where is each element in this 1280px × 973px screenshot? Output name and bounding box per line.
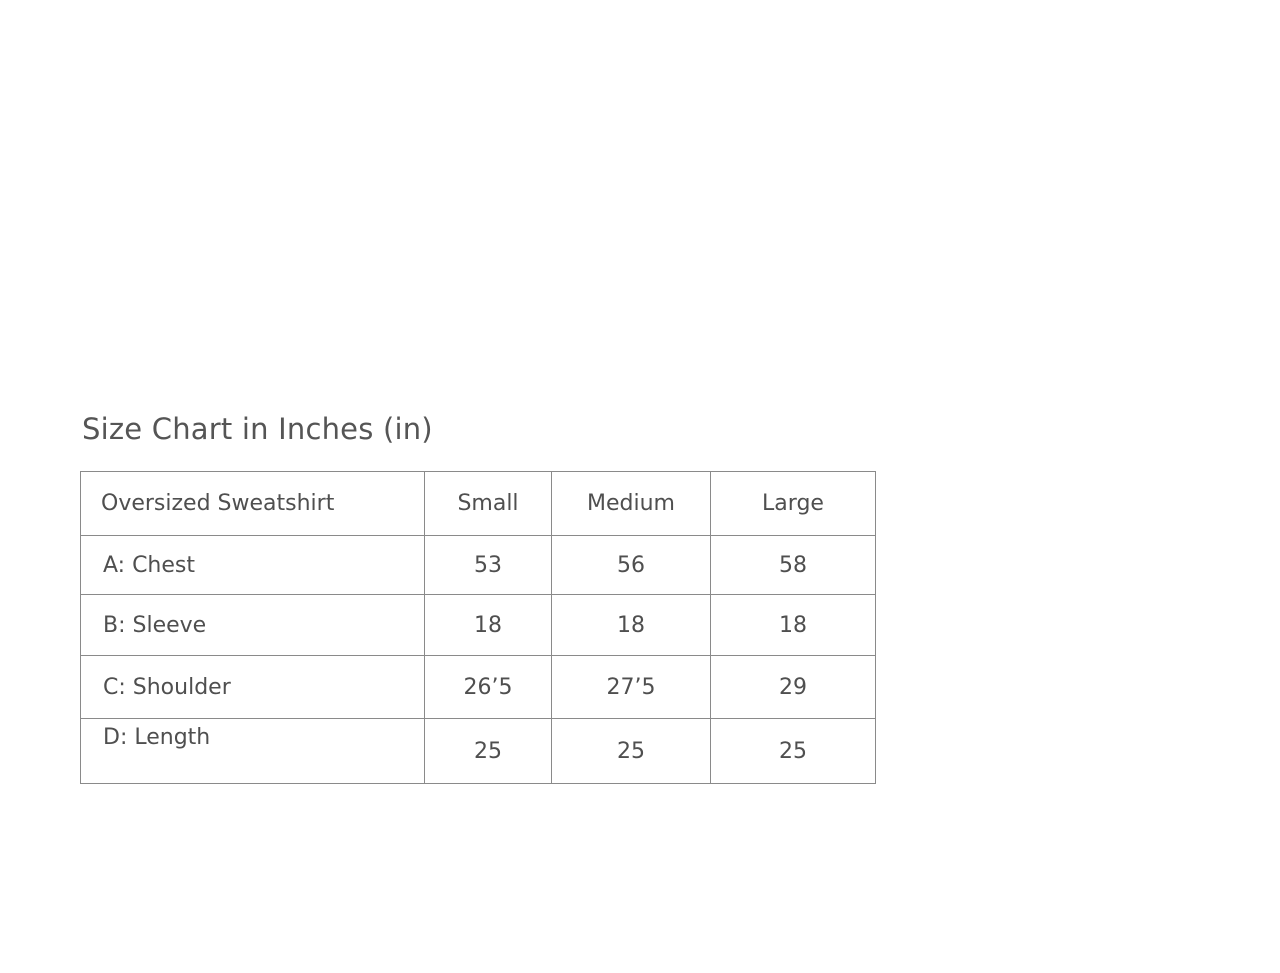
table-cell: 25 bbox=[425, 719, 552, 784]
table-row bbox=[81, 719, 876, 784]
table-row bbox=[81, 656, 876, 719]
product-name-header: Oversized Sweatshirt bbox=[81, 472, 425, 536]
size-header-large: Large bbox=[711, 472, 876, 536]
table-cell: 27’5 bbox=[552, 656, 711, 719]
table-cell: 18 bbox=[552, 595, 711, 656]
row-label: D: Length bbox=[81, 719, 425, 784]
table-cell: 18 bbox=[425, 595, 552, 656]
table-row bbox=[81, 536, 876, 595]
size-chart-table bbox=[80, 471, 876, 784]
table-header-row bbox=[81, 472, 876, 536]
size-header-small: Small bbox=[425, 472, 552, 536]
table-cell: 25 bbox=[552, 719, 711, 784]
table-cell: 18 bbox=[711, 595, 876, 656]
row-label: C: Shoulder bbox=[81, 656, 425, 719]
size-header-medium: Medium bbox=[552, 472, 711, 536]
table-cell: 29 bbox=[711, 656, 876, 719]
table-cell: 53 bbox=[425, 536, 552, 595]
table-cell: 56 bbox=[552, 536, 711, 595]
table-cell: 25 bbox=[711, 719, 876, 784]
page-title: Size Chart in Inches (in) bbox=[82, 412, 433, 446]
table-row bbox=[81, 595, 876, 656]
row-label: A: Chest bbox=[81, 536, 425, 595]
row-label: B: Sleeve bbox=[81, 595, 425, 656]
table-cell: 58 bbox=[711, 536, 876, 595]
table-cell: 26’5 bbox=[425, 656, 552, 719]
